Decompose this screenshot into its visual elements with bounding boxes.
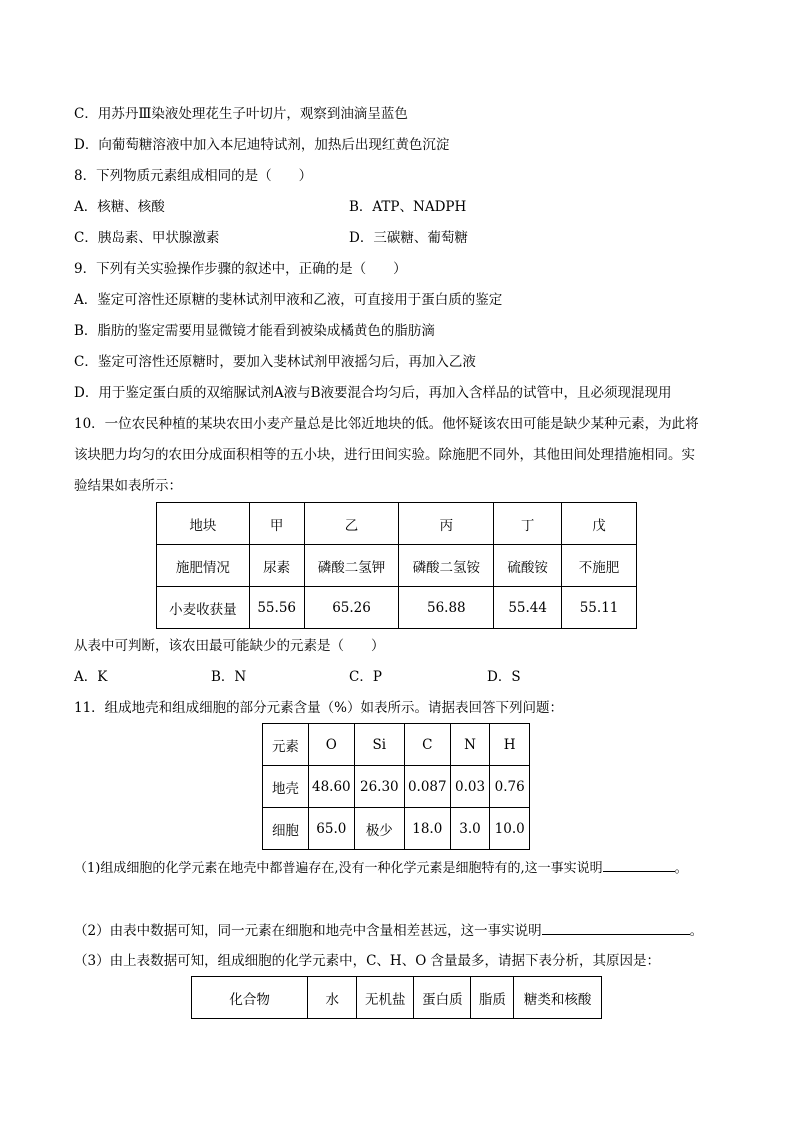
table-cell: 甲 [249,503,304,545]
q10-fertilizer-table [156,502,637,629]
table-row [263,724,530,766]
q10-option-a: A．K [74,669,108,685]
table-cell: 10.0 [490,808,530,850]
table-cell: 细胞 [263,808,309,850]
table-cell: 地块 [157,503,250,545]
table-cell: 丙 [399,503,494,545]
table-cell: 元素 [263,724,309,766]
table-cell: 65.26 [304,587,399,629]
q11-sub2 [74,920,703,940]
q11-sub1-text: （1)组成细胞的化学元素在地壳中都普遍存在,没有一种化学元素是细胞特有的,这一事实说明 [74,861,603,876]
q9-option-b: B．脂肪的鉴定需要用显微镜才能看到被染成橘黄色的脂肪滴 [74,323,435,339]
table-cell: 26.30 [354,766,404,808]
q7-option-c: C．用苏丹Ⅲ染液处理花生子叶切片，观察到油滴呈蓝色 [74,106,408,122]
q10-option-c: C．P [349,669,382,685]
table-cell: 18.0 [404,808,450,850]
table-row [157,503,637,545]
table-cell: N [450,724,490,766]
table-cell: 尿素 [249,545,304,587]
q11-sub1 [74,857,688,878]
table-cell: 硫酸铵 [494,545,562,587]
table-cell: 磷酸二氢钾 [304,545,399,587]
table-cell: 55.56 [249,587,304,629]
table-cell: 0.087 [404,766,450,808]
table-cell: 极少 [354,808,404,850]
table-cell: 糖类和核酸 [514,977,602,1019]
answer-blank-2[interactable] [542,920,690,935]
table-row [157,545,637,587]
q10-stem-line2: 该块肥力均匀的农田分成面积相等的五小块，进行田间实验。除施肥不同外，其他田间处理措施相同。实 [74,447,695,463]
table-cell: 磷酸二氢铵 [399,545,494,587]
table-cell: 水 [308,977,357,1019]
q11-sub2-text: （2）由表中数据可知，同一元素在细胞和地壳中含量相差甚远，这一事实说明 [74,923,542,939]
q7-option-d: D．向葡萄糖溶液中加入本尼迪特试剂，加热后出现红黄色沉淀 [74,137,450,153]
q10-option-b: B．N [211,669,247,685]
table-cell: 56.88 [399,587,494,629]
table-cell: H [490,724,530,766]
q8-option-d: D．三碳糖、葡萄糖 [349,230,468,246]
table-cell: 蛋白质 [414,977,471,1019]
q11-stem: 11．组成地壳和组成细胞的部分元素含量（%）如表所示。请据表回答下列问题： [74,700,564,716]
table-cell: 丁 [494,503,562,545]
q11-element-table [262,723,530,850]
q8-option-c: C．胰岛素、甲状腺激素 [74,230,220,246]
table-cell: 化合物 [192,977,308,1019]
table-cell: 55.11 [562,587,637,629]
q10-question: 从表中可判断，该农田最可能缺少的元素是（ ） [74,638,385,654]
table-cell: 无机盐 [357,977,414,1019]
q11-compound-table [191,976,602,1019]
q8-option-b: B．ATP、NADPH [349,199,467,215]
q10-option-d: D．S [487,669,521,685]
table-cell: 小麦收获量 [157,587,250,629]
table-row [263,808,530,850]
table-cell: O [308,724,354,766]
q9-option-a: A．鉴定可溶性还原糖的斐林试剂甲液和乙液，可直接用于蛋白质的鉴定 [74,292,503,308]
answer-blank-1[interactable] [603,857,675,872]
table-cell: 3.0 [450,808,490,850]
table-cell: 脂质 [471,977,514,1019]
table-row [263,766,530,808]
q8-stem: 8．下列物质元素组成相同的是（ ） [74,168,313,184]
q9-option-c: C．鉴定可溶性还原糖时，要加入斐林试剂甲液摇匀后，再加入乙液 [74,354,476,370]
table-cell: 48.60 [308,766,354,808]
table-cell: 地壳 [263,766,309,808]
q11-sub3: （3）由上表数据可知，组成细胞的化学元素中，C、H、O 含量最多，请据下表分析，其原因是： [74,953,661,969]
table-cell: 乙 [304,503,399,545]
q9-stem: 9．下列有关实验操作步骤的叙述中，正确的是（ ） [74,261,407,277]
table-cell: 戊 [562,503,637,545]
table-row [157,587,637,629]
table-cell: C [404,724,450,766]
table-cell: Si [354,724,404,766]
table-cell: 施肥情况 [157,545,250,587]
q11-sub2-end: 。 [689,923,704,939]
q9-option-d: D．用于鉴定蛋白质的双缩脲试剂A液与B液要混合均匀后，再加入含样品的试管中，且必须现混现用 [74,385,672,401]
table-cell: 0.76 [490,766,530,808]
table-cell: 55.44 [494,587,562,629]
table-row [192,977,602,1019]
q10-stem-line1: 10．一位农民种植的某块农田小麦产量总是比邻近地块的低。他怀疑该农田可能是缺少某种元素，为此将 [74,416,699,432]
q10-stem-line3: 验结果如表所示： [74,478,182,494]
table-cell: 不施肥 [562,545,637,587]
table-cell: 65.0 [308,808,354,850]
q8-option-a: A．核糖、核酸 [74,199,165,215]
q11-sub1-end: 。 [674,861,688,876]
table-cell: 0.03 [450,766,490,808]
